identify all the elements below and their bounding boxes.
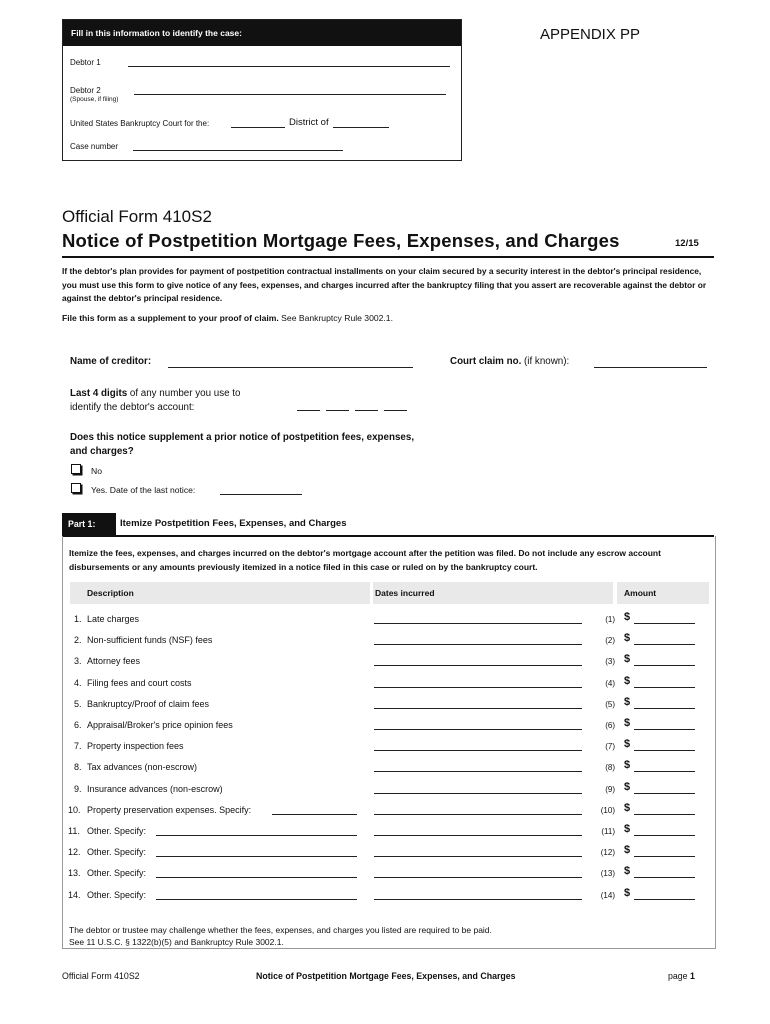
fee-row-code: (6) [605, 721, 615, 730]
fee-row-code: (7) [605, 742, 615, 751]
fee-specify-field[interactable] [156, 889, 357, 900]
form-number: Official Form 410S2 [62, 207, 212, 226]
supplement-rest: See Bankruptcy Rule 3002.1. [278, 313, 393, 323]
challenge-note-line1: The debtor or trustee may challenge whether the fees, expenses, and charges you listed are required to be paid. [69, 925, 492, 935]
fee-dates-field[interactable] [374, 655, 582, 666]
last4-label [70, 388, 240, 399]
fee-row-number: 4. [74, 678, 82, 688]
fee-row-code: (9) [605, 785, 615, 794]
fee-dates-field[interactable] [374, 613, 582, 624]
debtor2-sublabel: (Spouse, if filing) [70, 96, 119, 103]
fee-dates-field[interactable] [374, 867, 582, 878]
claim-label [450, 356, 569, 367]
fee-row-code: (4) [605, 679, 615, 688]
fee-amount-field[interactable] [634, 740, 695, 751]
case-number-field[interactable] [133, 140, 343, 151]
case-info-header: Fill in this information to identify the case: [63, 20, 461, 46]
fee-amount-field[interactable] [634, 677, 695, 688]
fee-row-code: (10) [600, 806, 615, 815]
yes-label: Yes. Date of the last notice: [91, 485, 196, 495]
fee-row-number: 8. [74, 762, 82, 772]
fee-row-number: 6. [74, 720, 82, 730]
court-label: United States Bankruptcy Court for the: [70, 119, 210, 128]
fee-amount-field[interactable] [634, 655, 695, 666]
fee-row-code: (2) [605, 636, 615, 645]
dollar-sign: $ [624, 611, 631, 623]
fee-amount-field[interactable] [634, 783, 695, 794]
fee-specify-field[interactable] [156, 846, 357, 857]
fee-specify-field[interactable] [156, 825, 357, 836]
footer-page-num: 1 [690, 971, 695, 981]
fee-amount-field[interactable] [634, 804, 695, 815]
fee-row-code: (13) [600, 869, 615, 878]
fee-amount-field[interactable] [634, 698, 695, 709]
fee-row-code: (11) [601, 827, 615, 836]
challenge-note-line2: See 11 U.S.C. § 1322(b)(5) and Bankruptcy Rule 3002.1. [69, 937, 284, 947]
dollar-sign: $ [624, 844, 631, 856]
fee-row-code: (3) [605, 657, 615, 666]
fee-row-number: 3. [74, 656, 82, 666]
claim-label-rest: (if known): [521, 356, 570, 367]
dollar-sign: $ [624, 632, 631, 644]
fee-row-label: Property inspection fees [87, 741, 184, 751]
part1-tag: Part 1: [62, 513, 116, 535]
fee-amount-field[interactable] [634, 634, 695, 645]
fee-dates-field[interactable] [374, 804, 582, 815]
dollar-sign: $ [624, 696, 631, 708]
yes-checkbox[interactable] [71, 483, 81, 493]
part1-intro: Itemize the fees, expenses, and charges incurred on the debtor's mortgage account after the petition was filed. Do not include any escrow account disbursements or any amounts previously itemized in a notice filed in this case or ruled on by the bankruptcy court. [69, 548, 661, 572]
fee-row-label: Other. Specify: [87, 847, 147, 857]
fee-row-label: Tax advances (non-escrow) [87, 762, 198, 772]
fee-row-label: Filing fees and court costs [87, 678, 192, 688]
fee-specify-field[interactable] [156, 867, 357, 878]
fee-row-code: (14) [600, 891, 615, 900]
district-label: District of [289, 117, 329, 128]
fee-row-code: (12) [600, 848, 615, 857]
col-description: Description [70, 582, 370, 604]
title-rule [62, 256, 714, 258]
supplement-question: Does this notice supplement a prior notice of postpetition fees, expenses, and charges? [70, 432, 415, 457]
fee-dates-field[interactable] [374, 677, 582, 688]
debtor1-field[interactable] [128, 56, 450, 67]
claim-number-field[interactable] [594, 355, 707, 368]
fee-amount-field[interactable] [634, 761, 695, 772]
col-dates: Dates incurred [373, 582, 613, 604]
fee-dates-field[interactable] [374, 719, 582, 730]
dollar-sign: $ [624, 717, 631, 729]
fee-row-code: (1) [605, 615, 615, 624]
fee-amount-field[interactable] [634, 867, 695, 878]
fee-dates-field[interactable] [374, 634, 582, 645]
fee-row-label: Non-sufficient funds (NSF) fees [87, 635, 213, 645]
fee-row-label: Other. Specify: [87, 826, 147, 836]
case-number-label: Case number [70, 142, 119, 151]
fee-row-number: 2. [74, 635, 82, 645]
fee-row-label: Late charges [87, 614, 140, 624]
fee-dates-field[interactable] [374, 761, 582, 772]
fee-row-label: Attorney fees [87, 656, 141, 666]
last4-rest: of any number you use to [127, 388, 241, 399]
dollar-sign: $ [624, 759, 631, 771]
fee-row-number: 5. [74, 699, 82, 709]
part1-header [62, 513, 714, 537]
footer-page [668, 971, 695, 981]
fee-row-number: 12. [68, 847, 81, 857]
fee-row-number: 13. [68, 868, 81, 878]
fee-row-label: Property preservation expenses. Specify: [87, 805, 252, 815]
fee-row-number: 10. [68, 805, 81, 815]
fee-row-number: 7. [74, 741, 82, 751]
footer-form-number: Official Form 410S2 [62, 971, 140, 981]
last4-bold: Last 4 digits [70, 388, 128, 399]
footer-page-label: page [668, 971, 688, 981]
fee-row-number: 14. [68, 890, 81, 900]
fee-row-label: Other. Specify: [87, 868, 147, 878]
fee-amount-field[interactable] [634, 613, 695, 624]
creditor-name-label: Name of creditor: [70, 356, 152, 367]
revision-date: 12/15 [675, 238, 699, 249]
fee-row-label: Appraisal/Broker's price opinion fees [87, 720, 233, 730]
fee-dates-field[interactable] [374, 889, 582, 900]
district-field[interactable] [333, 117, 389, 128]
debtor2-label: Debtor 2 [70, 86, 101, 95]
dollar-sign: $ [624, 887, 631, 899]
dollar-sign: $ [624, 675, 631, 687]
supplement-bold: File this form as a supplement to your proof of claim. [62, 313, 279, 323]
last4-digit-2[interactable] [326, 400, 349, 411]
challenge-note [69, 924, 492, 948]
debtor2-field[interactable] [134, 84, 446, 95]
footer-title: Notice of Postpetition Mortgage Fees, Expenses, and Charges [256, 971, 516, 981]
last4-digit-1[interactable] [297, 400, 320, 411]
no-checkbox[interactable] [71, 464, 81, 474]
dollar-sign: $ [624, 738, 631, 750]
creditor-name-field[interactable] [168, 355, 413, 368]
fee-amount-field[interactable] [634, 719, 695, 730]
no-label: No [91, 466, 102, 476]
court-field[interactable] [231, 117, 285, 128]
dollar-sign: $ [624, 781, 631, 793]
dollar-sign: $ [624, 802, 631, 814]
fee-amount-field[interactable] [634, 889, 695, 900]
col-amount: Amount [617, 582, 709, 604]
fee-dates-field[interactable] [374, 698, 582, 709]
fee-specify-field[interactable] [272, 804, 357, 815]
last4-label-line2: identify the debtor's account: [70, 402, 195, 413]
fee-dates-field[interactable] [374, 740, 582, 751]
last4-digit-3[interactable] [355, 400, 378, 411]
fee-row-number: 9. [74, 784, 82, 794]
fee-dates-field[interactable] [374, 846, 582, 857]
fee-row-label: Bankruptcy/Proof of claim fees [87, 699, 210, 709]
form-title: Notice of Postpetition Mortgage Fees, Expenses, and Charges [62, 230, 620, 251]
intro-text: If the debtor's plan provides for payment of postpetition contractual installments on your claim secured by a security interest in the debtor's principal residence, you must use this form to give notice of any fees, expenses, and charges incurred after the bankruptcy filing that you assert are recoverable against the debtor or against the debtor's principal residence. [62, 266, 707, 303]
fee-row-number: 1. [74, 614, 82, 624]
fee-row-code: (5) [605, 700, 615, 709]
debtor1-label: Debtor 1 [70, 58, 101, 67]
supplement-note [62, 313, 393, 323]
last4-digit-4[interactable] [384, 400, 407, 411]
fee-dates-field[interactable] [374, 783, 582, 794]
dollar-sign: $ [624, 865, 631, 877]
fee-row-code: (8) [605, 763, 615, 772]
dollar-sign: $ [624, 653, 631, 665]
appendix-label: APPENDIX PP [540, 26, 641, 43]
fee-row-label: Other. Specify: [87, 890, 147, 900]
last-notice-date-field[interactable] [220, 484, 302, 495]
fee-dates-field[interactable] [374, 825, 582, 836]
fee-row-label: Insurance advances (non-escrow) [87, 784, 223, 794]
fee-row-number: 11. [68, 826, 80, 836]
part1-title: Itemize Postpetition Fees, Expenses, and Charges [120, 518, 347, 529]
fee-amount-field[interactable] [634, 825, 695, 836]
dollar-sign: $ [624, 823, 631, 835]
claim-label-bold: Court claim no. [450, 356, 522, 367]
fee-amount-field[interactable] [634, 846, 695, 857]
